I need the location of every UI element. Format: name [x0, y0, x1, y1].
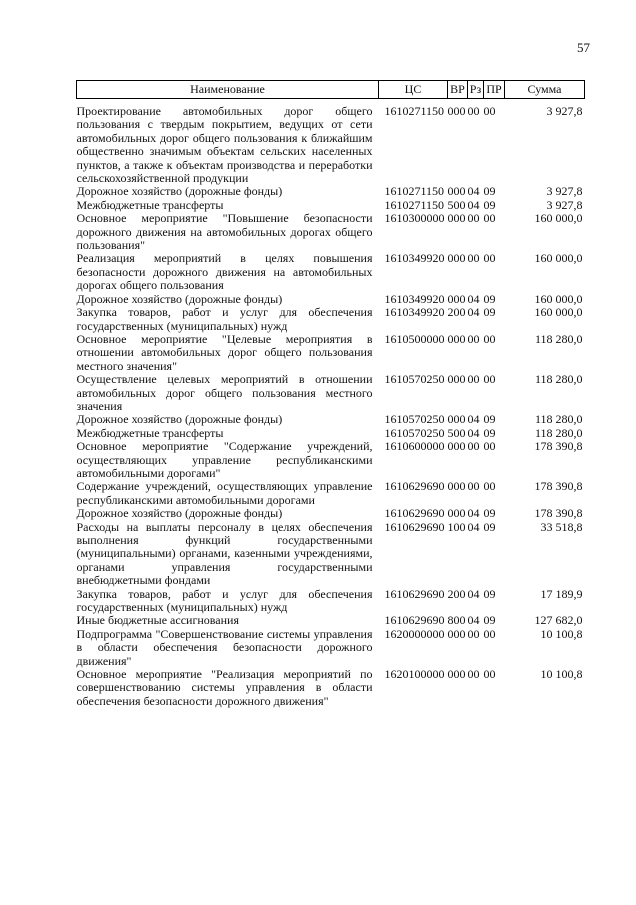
row-vr: 000	[447, 506, 466, 521]
row-vr: 200	[447, 586, 466, 601]
row-cs: 1610271150	[384, 104, 445, 118]
row-vr: 000	[447, 439, 466, 454]
row-pr: 09	[483, 519, 496, 534]
row-pr: 09	[483, 184, 496, 199]
table-row	[77, 333, 585, 373]
row-name: Иные бюджетные ассигнования	[76, 613, 239, 628]
row-vr: 000	[447, 291, 466, 306]
row-rz: 00	[467, 667, 480, 682]
row-pr: 00	[483, 211, 496, 226]
row-name: Основное мероприятие "Целевые мероприятия в отношении автомобильных дорог общего пользования местного значения"	[76, 331, 373, 373]
row-pr: 09	[483, 412, 496, 427]
row-name: Основное мероприятие "Содержание учреждений, осуществляющих управление республиканскими автомобильными дорогами"	[76, 439, 373, 480]
row-sum: 178 390,8	[534, 439, 583, 454]
row-rz: 04	[467, 506, 480, 521]
row-sum: 10 100,8	[540, 667, 583, 682]
row-pr: 00	[483, 251, 496, 266]
row-pr: 00	[483, 667, 496, 682]
row-rz: 00	[467, 479, 480, 494]
row-vr: 000	[447, 251, 466, 266]
table-header-row	[77, 81, 585, 99]
row-pr: 00	[483, 372, 496, 387]
row-vr: 000	[447, 211, 466, 226]
row-cs: 1610570250	[384, 425, 445, 440]
row-sum: 3 927,8	[546, 184, 583, 199]
row-vr: 000	[447, 667, 466, 682]
row-pr: 00	[483, 104, 496, 118]
row-vr: 100	[447, 519, 466, 534]
table-row	[77, 588, 585, 615]
table-row	[77, 212, 585, 252]
table-row	[77, 507, 585, 520]
row-cs: 1610629690	[384, 506, 445, 521]
row-name: Осуществление целевых мероприятий в отношении автомобильных дорог общего пользования местного значения	[76, 372, 373, 413]
row-sum: 118 280,0	[534, 425, 583, 440]
row-pr: 00	[483, 439, 496, 454]
row-pr: 09	[483, 305, 496, 320]
row-rz: 00	[467, 372, 480, 387]
row-vr: 000	[447, 626, 466, 641]
row-cs: 1610600000	[384, 439, 445, 454]
row-rz: 04	[467, 291, 480, 306]
row-sum: 160 000,0	[534, 291, 583, 306]
row-sum: 118 280,0	[534, 412, 583, 427]
row-pr: 09	[483, 197, 496, 212]
table-row	[77, 373, 585, 413]
row-cs: 1610271150	[384, 197, 445, 212]
row-name: Реализация мероприятий в целях повышения безопасности дорожного движения на автомобильных дорогах общего пользования	[76, 251, 373, 293]
row-vr: 000	[447, 184, 466, 199]
row-pr: 09	[483, 425, 496, 440]
row-name: Основное мероприятие "Повышение безопасности дорожного движения на автомобильных дорогах общего пользования"	[76, 211, 373, 253]
row-cs: 1610300000	[384, 211, 445, 226]
row-cs: 1610349920	[384, 305, 445, 320]
row-cs: 1610629690	[384, 479, 445, 494]
table-row	[77, 521, 585, 588]
row-name: Межбюджетные трансферты	[76, 197, 224, 212]
row-rz: 00	[467, 331, 480, 346]
row-sum: 118 280,0	[534, 331, 583, 346]
row-cs: 1610629690	[384, 586, 445, 601]
row-vr: 200	[447, 305, 466, 320]
row-cs: 1610570250	[384, 412, 445, 427]
row-cs: 1610349920	[384, 251, 445, 266]
header-cs: ЦС	[379, 81, 448, 99]
table-row	[77, 614, 585, 627]
header-vr: ВР	[448, 81, 468, 99]
budget-table	[76, 80, 585, 708]
row-sum: 160 000,0	[534, 211, 583, 226]
row-cs: 1610500000	[384, 331, 445, 346]
row-sum: 3 927,8	[546, 197, 583, 212]
row-vr: 500	[447, 425, 466, 440]
row-cs: 1610349920	[384, 291, 445, 306]
row-rz: 04	[467, 519, 480, 534]
row-name: Дорожное хозяйство (дорожные фонды)	[76, 184, 283, 199]
row-vr: 000	[447, 479, 466, 494]
row-rz: 00	[467, 104, 480, 118]
row-pr: 09	[483, 291, 496, 306]
table-row	[77, 99, 585, 186]
row-sum: 3 927,8	[546, 104, 583, 118]
row-vr: 000	[447, 372, 466, 387]
row-rz: 04	[467, 425, 480, 440]
row-rz: 00	[467, 211, 480, 226]
header-rz: Рз	[468, 81, 484, 99]
row-rz: 04	[467, 184, 480, 199]
row-sum: 33 518,8	[540, 519, 583, 534]
table-row	[77, 185, 585, 198]
row-name: Подпрограмма "Совершенствование системы управления в области обеспечения безопасности дорожного движения"	[76, 626, 373, 668]
table-body	[77, 99, 585, 709]
row-sum: 118 280,0	[534, 372, 583, 387]
row-sum: 160 000,0	[534, 305, 583, 320]
header-pr: ПР	[484, 81, 505, 99]
row-rz: 00	[467, 439, 480, 454]
row-name: Расходы на выплаты персоналу в целях обеспечения выполнения функций государственными (муниципальными) органами, казенными учреждениями, органами управления государственными внебюджетными фондами	[76, 519, 373, 588]
row-rz: 04	[467, 197, 480, 212]
row-name: Дорожное хозяйство (дорожные фонды)	[76, 506, 283, 521]
table-row	[77, 252, 585, 292]
row-sum: 178 390,8	[534, 506, 583, 521]
table-row	[77, 199, 585, 212]
header-sum: Сумма	[505, 81, 585, 99]
table-row	[77, 293, 585, 306]
row-rz: 04	[467, 586, 480, 601]
table-row	[77, 668, 585, 708]
row-sum: 127 682,0	[534, 613, 583, 628]
row-vr: 800	[447, 613, 466, 628]
row-rz: 04	[467, 613, 480, 628]
row-name: Закупка товаров, работ и услуг для обеспечения государственных (муниципальных) нужд	[76, 305, 373, 333]
row-name: Проектирование автомобильных дорог общего пользования с твердым покрытием, ведущих от сети автомобильных дорог общего пользования к ближайшим общественно значимым объектам сельских населенных пунктов, а также к объектам производства и переработки сельскохозяйственной продукции	[76, 104, 373, 186]
table-row	[77, 413, 585, 426]
row-vr: 000	[447, 412, 466, 427]
table-row	[77, 628, 585, 668]
row-name: Содержание учреждений, осуществляющих управление республиканскими автомобильными дорогами	[76, 479, 373, 507]
row-sum: 178 390,8	[534, 479, 583, 494]
row-pr: 09	[483, 613, 496, 628]
row-name: Закупка товаров, работ и услуг для обеспечения государственных (муниципальных) нужд	[76, 586, 373, 615]
row-vr: 000	[447, 104, 466, 118]
row-pr: 00	[483, 331, 496, 346]
row-cs: 1620100000	[384, 667, 445, 682]
row-pr: 09	[483, 506, 496, 521]
table-row	[77, 306, 585, 333]
table-row	[77, 480, 585, 507]
table-row	[77, 440, 585, 480]
row-cs: 1610629690	[384, 613, 445, 628]
row-sum: 10 100,8	[540, 626, 583, 641]
row-cs: 1610271150	[384, 184, 445, 199]
row-sum: 160 000,0	[534, 251, 583, 266]
header-name: Наименование	[77, 81, 379, 99]
row-cs: 1610570250	[384, 372, 445, 387]
row-name: Межбюджетные трансферты	[76, 425, 224, 440]
row-rz: 00	[467, 626, 480, 641]
row-pr: 00	[483, 479, 496, 494]
table-row	[77, 427, 585, 440]
row-rz: 00	[467, 251, 480, 266]
row-sum: 17 189,9	[540, 586, 583, 601]
row-cs: 1620000000	[384, 626, 445, 641]
row-cs: 1610629690	[384, 519, 445, 534]
row-vr: 500	[447, 197, 466, 212]
row-rz: 04	[467, 305, 480, 320]
row-pr: 00	[483, 626, 496, 641]
row-pr: 09	[483, 586, 496, 601]
row-name: Основное мероприятие "Реализация мероприятий по совершенствованию системы управления в области обеспечения безопасности дорожного движения"	[76, 667, 373, 708]
row-rz: 04	[467, 412, 480, 427]
row-name: Дорожное хозяйство (дорожные фонды)	[76, 291, 283, 306]
row-name: Дорожное хозяйство (дорожные фонды)	[76, 412, 283, 427]
page-number: 57	[577, 40, 590, 55]
row-vr: 000	[447, 331, 466, 346]
